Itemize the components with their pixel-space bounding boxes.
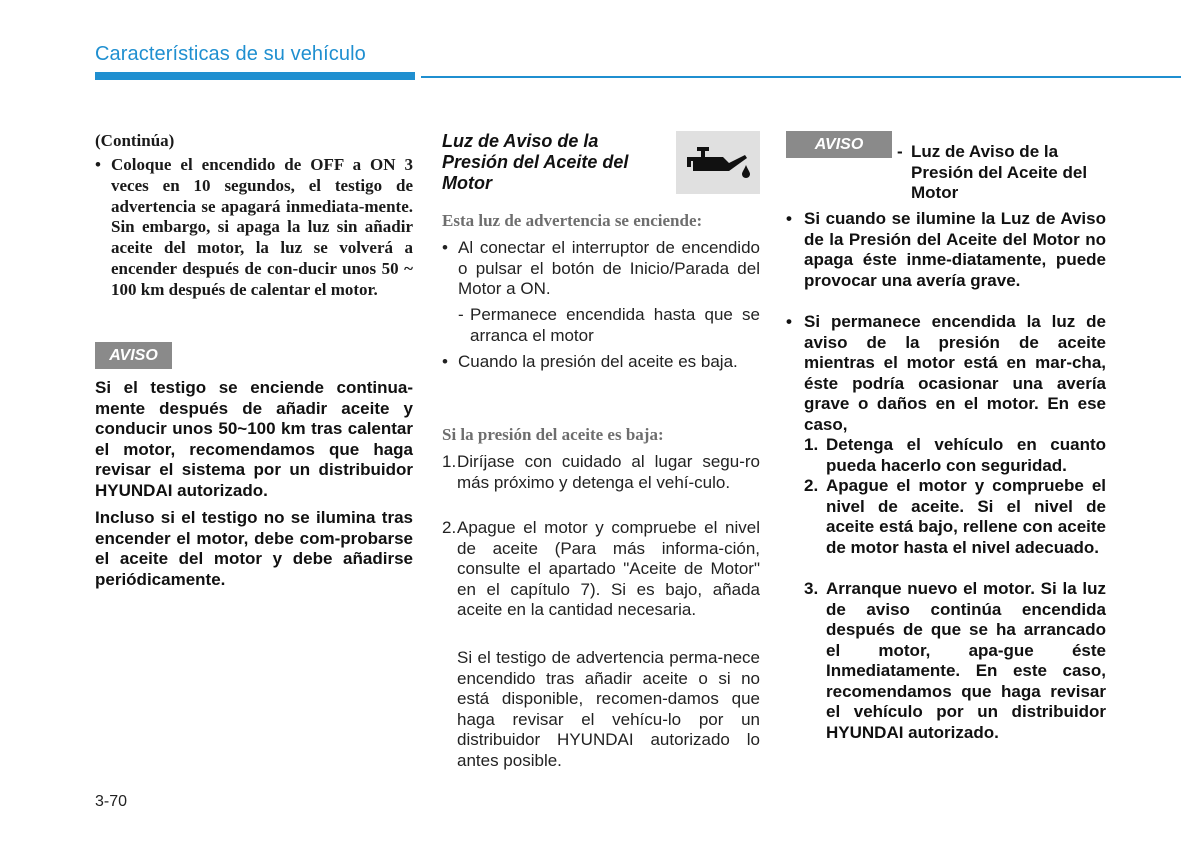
subheading: Esta luz de advertencia se enciende: (442, 211, 703, 230)
list-item-text: Cuando la presión del aceite es baja. (458, 352, 738, 371)
list-item-text: Al conectar el interruptor de encendido o pulsar el botón de Inicio/Parada del Motor a ON. (458, 238, 760, 298)
list-item (442, 352, 760, 373)
bullet-mark: • (786, 209, 792, 228)
bullet-mark: • (786, 312, 792, 331)
list-item (458, 305, 760, 346)
list-item-text: Coloque el encendido de OFF a ON 3 veces en 10 segundos, el testigo de advertencia se apagará inmediata-mente. Sin embargo, si apaga la luz sin añadir aceite del motor, la luz se volverá a encender después de con-ducir unos 50 ~ 100 km después de calentar el motor. (111, 155, 413, 299)
continued-label: (Continúa) (95, 131, 175, 150)
numbered-step (442, 518, 760, 621)
aviso-badge: AVISO (786, 131, 892, 158)
page-section-title: Características de su vehículo (95, 43, 366, 65)
list-item-text: Si cuando se ilumine la Luz de Aviso de la Presión del Aceite del Motor no apaga éste inme-diatamente, puede provocar una avería grave. (804, 209, 1106, 290)
step-number: 2. (804, 476, 819, 495)
oil-pressure-warning-icon (676, 131, 760, 194)
list-item (95, 155, 413, 301)
col1-bullet-list (95, 155, 413, 301)
numbered-step (804, 435, 1106, 476)
page-number: 3-70 (95, 793, 128, 810)
subheading: Si la presión del aceite es baja: (442, 425, 664, 444)
bullet-mark: • (95, 155, 101, 174)
header-accent-bar (95, 72, 415, 80)
numbered-step (442, 452, 760, 493)
step-text: Diríjase con cuidado al lugar segu-ro más próximo y detenga el vehí-culo. (457, 452, 760, 492)
aviso-paragraph: Si el testigo se enciende continua-mente después de añadir aceite y conducir unos 50~100 km tras calentar el motor, recomendamos que haga revisar el sistema por un distribuidor HYUNDAI autorizado. (95, 378, 413, 500)
step-paragraph: Si el testigo de advertencia perma-nece encendido tras añadir aceite o si no está disponible, recomen-damos que haga revisar el vehícu-lo por un distribuidor HYUNDAI autorizado lo antes posible. (457, 648, 760, 770)
list-item-text: Permanece encendida hasta que se arranca el motor (470, 305, 760, 345)
step-number: 1. (804, 435, 819, 454)
aviso-title (897, 142, 1117, 204)
step-number: 3. (804, 579, 819, 598)
step-text: Arranque nuevo el motor. Si la luz de aviso continúa encendida después de que se ha arrancado el motor, apa-gue éste Inmediatamente. En este caso, recomendamos que haga revisar el vehículo por un distribuidor HYUNDAI autorizado. (826, 579, 1106, 742)
step-text: Apague el motor y compruebe el nivel de aceite. Si el nivel de aceite está bajo, rellene con aceite de motor hasta el nivel adecuado. (826, 476, 1106, 557)
bullet-mark: • (442, 238, 448, 257)
aviso-badge: AVISO (95, 342, 172, 369)
step-text: Detenga el vehículo en cuanto pueda hacerlo con seguridad. (826, 435, 1106, 475)
dash-mark: - (897, 142, 903, 161)
oil-can-icon (683, 143, 753, 183)
list-item-text: Si permanece encendida la luz de aviso de la presión de aceite mientras el motor está en mar-cha, éste podría ocasionar una avería grave o daños en el motor. En ese caso, (804, 312, 1106, 434)
list-item (786, 312, 1106, 435)
numbered-step (804, 579, 1106, 743)
step-text: Apague el motor y compruebe el nivel de aceite (Para más informa-ción, consulte el apartado "Aceite de Motor" en el capítulo 7). Si es bajo, añada aceite en la cantidad necesaria. (457, 518, 760, 619)
dash-mark: - (458, 305, 464, 324)
header-rule (421, 76, 1181, 78)
list-item (786, 209, 1106, 291)
section-heading: Luz de Aviso de la Presión del Aceite del Motor (442, 131, 629, 193)
step-number: 2. (442, 518, 457, 537)
bullet-mark: • (442, 352, 448, 371)
aviso-title-text: Luz de Aviso de la Presión del Aceite del Motor (911, 142, 1088, 202)
numbered-step (804, 476, 1106, 558)
aviso-paragraph: Incluso si el testigo no se ilumina tras encender el motor, debe com-probarse el aceite del motor y debe añadirse periódicamente. (95, 508, 413, 589)
step-number: 1. (442, 452, 457, 471)
list-item (442, 238, 760, 300)
